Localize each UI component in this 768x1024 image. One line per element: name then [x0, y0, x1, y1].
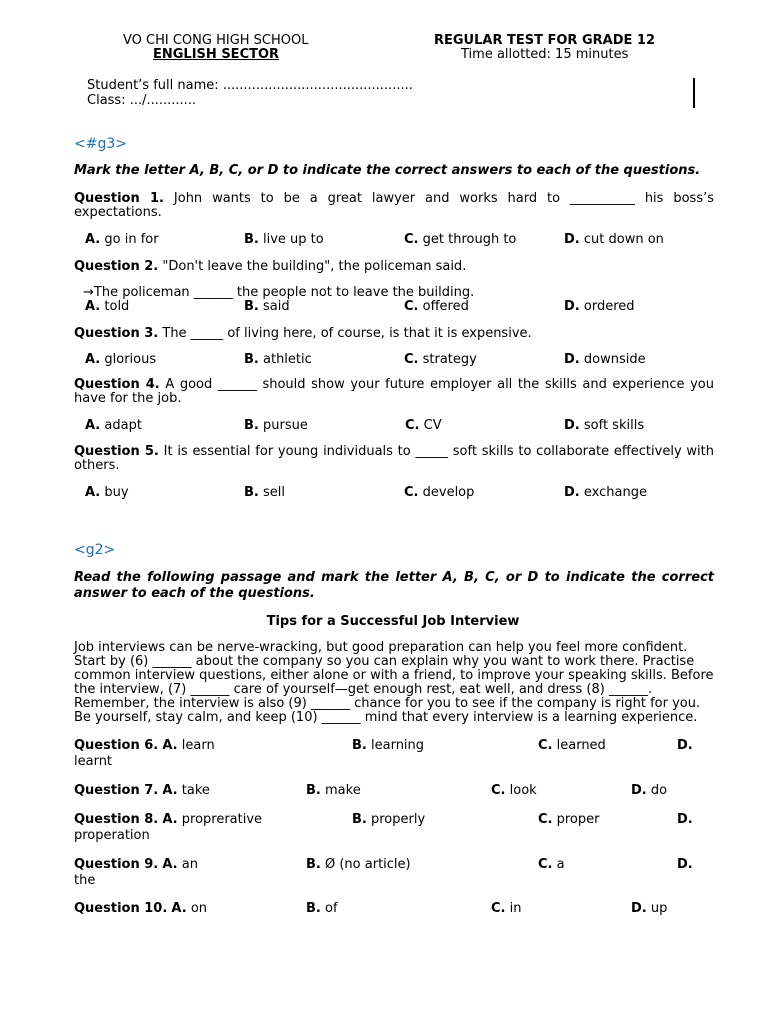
option-d-text: properation [74, 828, 150, 843]
option-a: A. told [85, 299, 130, 314]
option-c: C. in [491, 901, 522, 916]
question-text: John wants to be a great lawyer and works hard to __________ his boss’s expectations. [74, 191, 714, 220]
option-b: B. pursue [244, 418, 308, 433]
question-text: A good ______ should show your future employer all the skills and experience you have for the job. [74, 377, 714, 406]
question-2 [74, 259, 466, 274]
option-b: B. learning [352, 738, 425, 753]
question-9: Question 9. A. an [74, 857, 198, 872]
passage-line: Start by (6) ______ about the company so you can explain why you want to work there. Practise [74, 654, 695, 669]
passage-line: the interview, (7) ______ care of yourself—get enough rest, eat well, and dress (8) ______. [74, 682, 653, 697]
option-b: B. make [306, 783, 361, 798]
question-1 [74, 192, 714, 220]
option-d-text: learnt [74, 754, 113, 769]
question-3 [74, 326, 532, 341]
text-cursor [693, 78, 695, 108]
question-5 [74, 445, 714, 473]
option-c: C. proper [538, 812, 600, 827]
question-2-rewrite: →The policeman ______ the people not to leave the building. [83, 285, 475, 300]
question-text: It is essential for young individuals to _____ soft skills to collaborate effectively with others. [74, 444, 714, 473]
question-label: Question 5. [74, 444, 159, 459]
option-c: C. strategy [404, 352, 477, 367]
student-name-line: Student’s full name: .............................................. [87, 78, 413, 93]
sector-name: ENGLISH SECTOR [153, 47, 280, 62]
passage [74, 641, 714, 725]
passage-line: Be yourself, stay calm, and keep (10) ______ mind that every interview is a learning experience. [74, 710, 698, 725]
option-b: B. athletic [244, 352, 312, 367]
option-a: A. adapt [85, 418, 142, 433]
option-b: B. Ø (no article) [306, 857, 411, 872]
option-c: C. CV [405, 418, 442, 433]
section1-tag: <#g3> [74, 136, 127, 152]
time-allotted: Time allotted: 15 minutes [461, 47, 629, 62]
class-line: Class: .../............ [87, 93, 197, 108]
question-text: "Don't leave the building", the policeman said. [162, 259, 467, 274]
question-6: Question 6. A. learn [74, 738, 215, 753]
option-a: A. glorious [85, 352, 157, 367]
option-c: C. get through to [404, 232, 517, 247]
option-d: D. ordered [564, 299, 635, 314]
option-d-text: the [74, 873, 96, 888]
option-d: D. downside [564, 352, 646, 367]
section2-tag: <g2> [74, 542, 116, 558]
passage-line: Remember, the interview is also (9) ______ chance for you to see if the company is right for you. [74, 696, 701, 711]
passage-title: Tips for a Successful Job Interview [266, 614, 520, 629]
question-4 [74, 378, 714, 406]
option-a: A. go in for [85, 232, 159, 247]
option-c: C. develop [404, 485, 475, 500]
option-d-letter: D. [677, 857, 693, 872]
passage-line: common interview questions, either alone or with a friend, to improve your speaking skills. Before [74, 668, 714, 683]
test-title: REGULAR TEST FOR GRADE 12 [434, 33, 655, 48]
section2-instruction: Read the following passage and mark the letter A, B, C, or D to indicate the correct answer to each of the questions. [74, 570, 714, 601]
question-8: Question 8. A. proprerative [74, 812, 263, 827]
option-d-letter: D. [677, 738, 693, 753]
option-d: D. soft skills [564, 418, 645, 433]
option-d: D. do [631, 783, 668, 798]
question-10: Question 10. A. on [74, 901, 208, 916]
option-d: D. up [631, 901, 668, 916]
option-b: B. sell [244, 485, 285, 500]
question-label: Question 2. [74, 259, 159, 274]
option-a: A. buy [85, 485, 129, 500]
option-b: B. live up to [244, 232, 324, 247]
question-7: Question 7. A. take [74, 783, 210, 798]
option-b: B. said [244, 299, 290, 314]
question-label: Question 3. [74, 326, 159, 341]
option-c: C. a [538, 857, 565, 872]
option-d: D. cut down on [564, 232, 664, 247]
option-d: D. exchange [564, 485, 647, 500]
option-c: C. offered [404, 299, 469, 314]
option-c: C. learned [538, 738, 606, 753]
option-b: B. of [306, 901, 338, 916]
option-d-letter: D. [677, 812, 693, 827]
question-label: Question 4. [74, 377, 160, 392]
question-text: The _____ of living here, of course, is that it is expensive. [162, 326, 532, 341]
section1-instruction: Mark the letter A, B, C, or D to indicate the correct answers to each of the questions. [74, 163, 701, 178]
school-name: VO CHI CONG HIGH SCHOOL [123, 33, 309, 48]
option-b: B. properly [352, 812, 426, 827]
question-label: Question 1. [74, 191, 164, 206]
option-c: C. look [491, 783, 537, 798]
passage-line: Job interviews can be nerve-wracking, but good preparation can help you feel more confident. [74, 640, 688, 655]
